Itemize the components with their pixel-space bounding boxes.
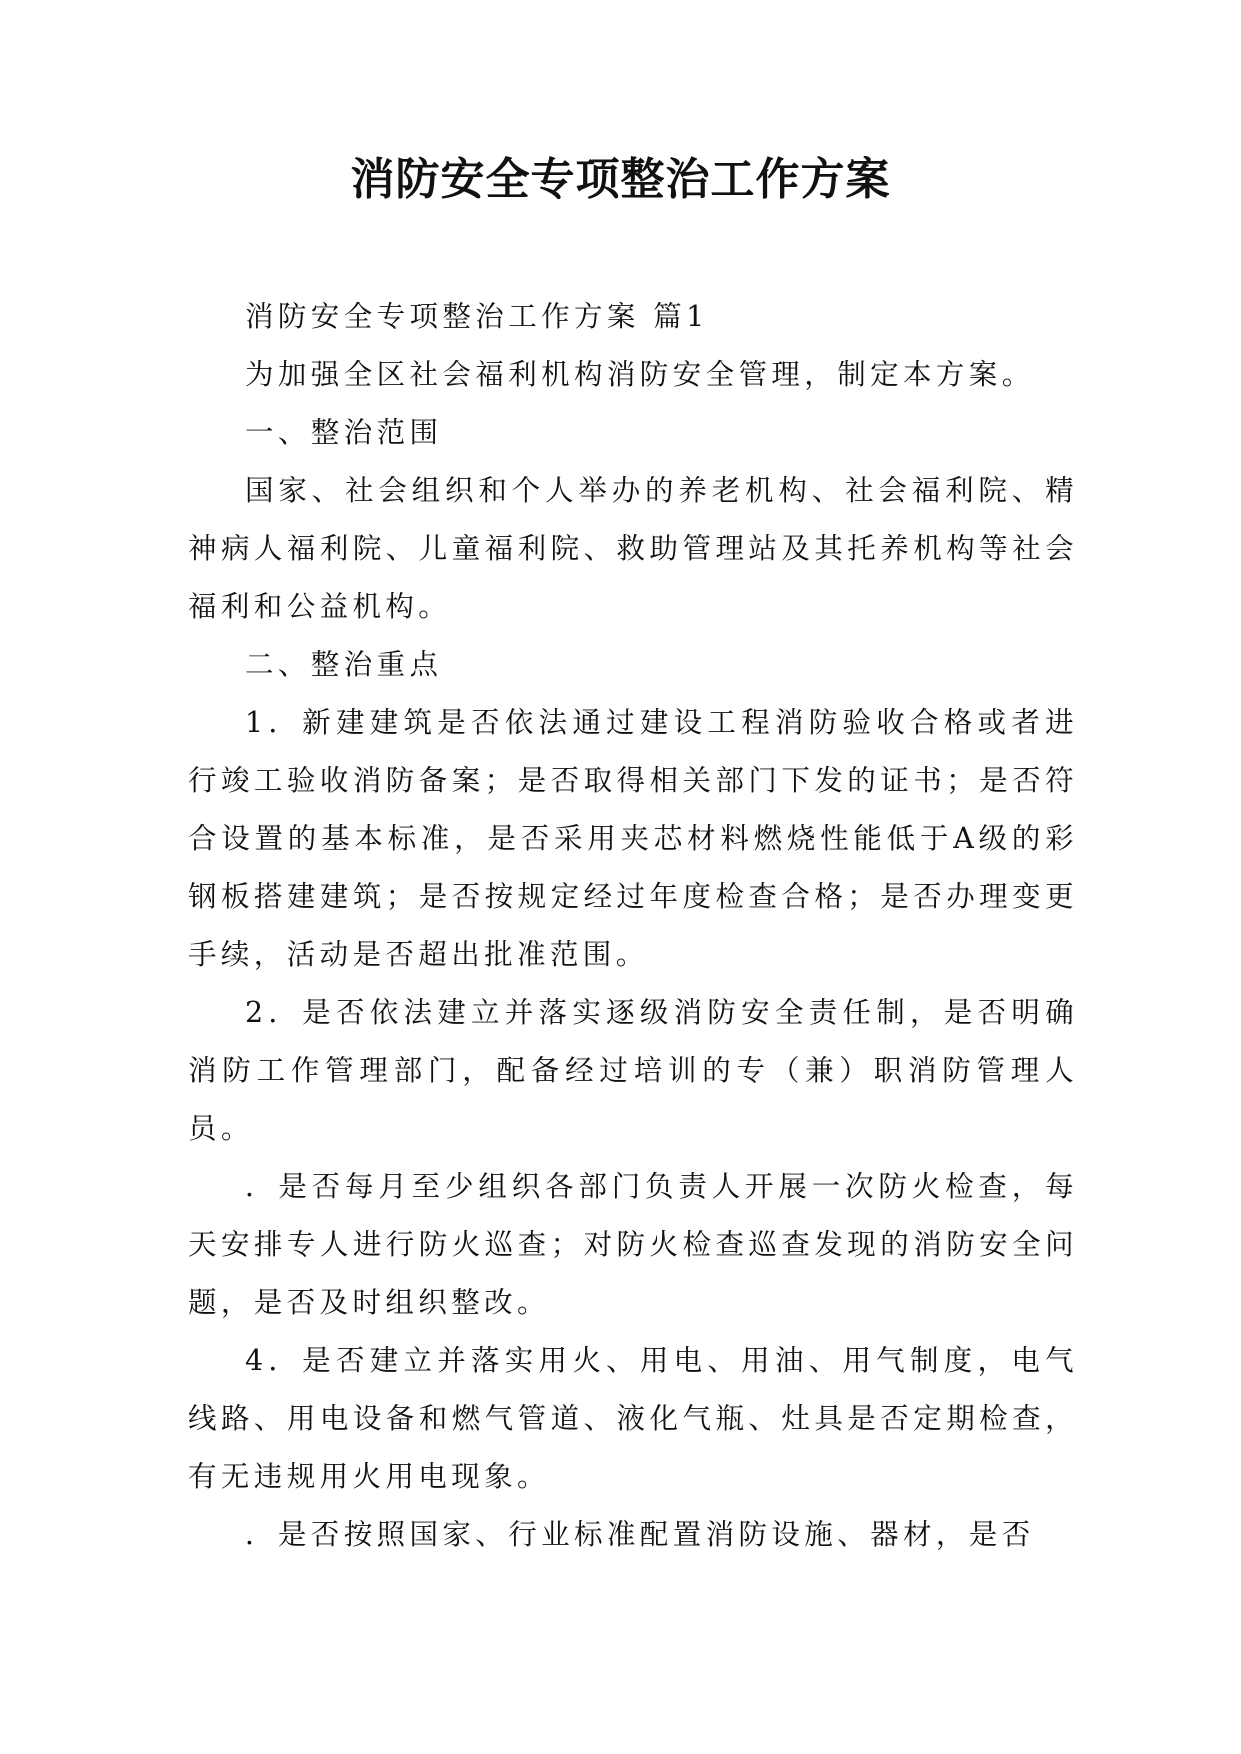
section-heading: 二、整治重点 [245, 648, 443, 681]
section-heading: 一、整治范围 [245, 416, 443, 449]
paragraph: 2．是否依法建立并落实逐级消防安全责任制，是否明确消防工作管理部门，配备经过培训的专（兼）职消防管理人员。 [188, 996, 1078, 1145]
section-heading: 消防安全专项整治工作方案 篇1 [245, 300, 709, 333]
document-body [188, 288, 1078, 1564]
paragraph: 为加强全区社会福利机构消防安全管理，制定本方案。 [245, 358, 1035, 391]
paragraph: ．是否每月至少组织各部门负责人开展一次防火检查，每天安排专人进行防火巡查；对防火检查巡查发现的消防安全问题，是否及时组织整改。 [188, 1170, 1078, 1319]
paragraph: 1．新建建筑是否依法通过建设工程消防验收合格或者进行竣工验收消防备案；是否取得相关部门下发的证书；是否符合设置的基本标准，是否采用夹芯材料燃烧性能低于A级的彩钢板搭建建筑；是否按规定经过年度检查合格；是否办理变更手续，活动是否超出批准范围。 [188, 706, 1078, 971]
paragraph: 国家、社会组织和个人举办的养老机构、社会福利院、精神病人福利院、儿童福利院、救助管理站及其托养机构等社会福利和公益机构。 [188, 474, 1078, 623]
document-title: 消防安全专项整治工作方案 [350, 154, 891, 205]
paragraph: 4．是否建立并落实用火、用电、用油、用气制度，电气线路、用电设备和燃气管道、液化气瓶、灶具是否定期检查，有无违规用火用电现象。 [188, 1344, 1078, 1493]
paragraph: ．是否按照国家、行业标准配置消防设施、器材，是否 [245, 1518, 1035, 1551]
